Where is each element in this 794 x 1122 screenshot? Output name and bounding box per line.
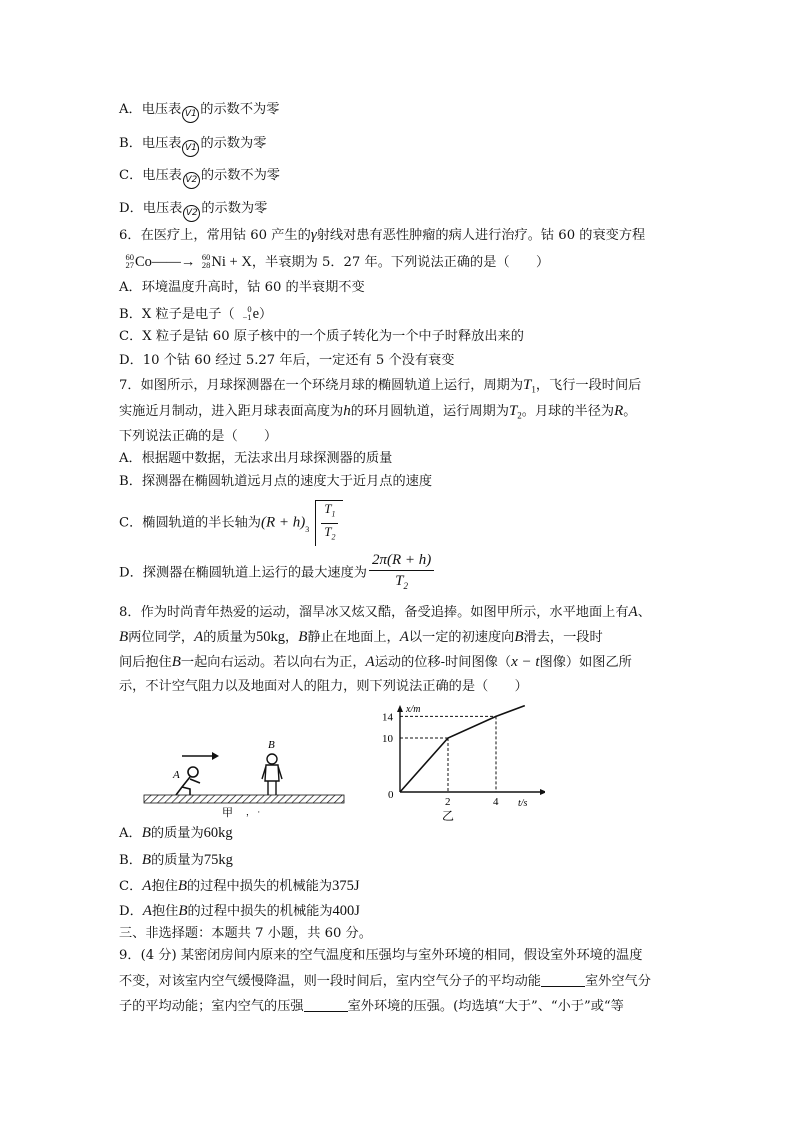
stem-text: 的质量为 <box>203 630 257 645</box>
y-axis-label: x/m <box>406 704 421 715</box>
stem-text: 间后抱住 <box>119 655 172 670</box>
option-value: 60kg <box>203 825 233 841</box>
q8-option-c[interactable] <box>119 876 359 897</box>
q8-stem-line3 <box>119 652 632 673</box>
b-symbol: B <box>178 903 188 919</box>
option-text: 的质量为 <box>151 853 204 868</box>
a-symbol: A <box>628 604 638 620</box>
stem-text: 滑去，一段时 <box>523 630 603 645</box>
stem-text: 两位同学， <box>128 630 195 645</box>
x-axis-arrow-icon <box>540 789 545 795</box>
stem-text: 室外环境的压强。(均选填“大于”、“小于”或“等 <box>347 999 624 1014</box>
q8-option-b[interactable] <box>119 850 233 871</box>
q7-option-c[interactable] <box>119 500 343 546</box>
q6-decay-equation <box>119 250 549 273</box>
stem-text: ，飞行一段时间后 <box>535 378 642 393</box>
y-axis-arrow-icon <box>397 705 403 712</box>
t2-squared: $T_2$ <box>324 523 336 542</box>
q7-stem-line1 <box>119 375 641 400</box>
q6-stem-line1 <box>119 225 645 246</box>
option-text: A．电压表 <box>119 102 182 117</box>
section-heading: 三、非选择题：本题共 7 小题，共 60 分。 <box>119 926 372 941</box>
q5-option-b[interactable] <box>119 134 266 157</box>
option-text: D．探测器在椭圆轨道上运行的最大速度为 <box>119 565 367 581</box>
q9-stem-line1: 9．(4 分) 某密闭房间内原来的空气温度和压强均与室外环境的相同，假设室外环境的温度 <box>119 948 643 963</box>
stem-text: 静止在地面上， <box>307 630 400 645</box>
stem-text: ， <box>285 630 299 645</box>
option-text: 的质量为 <box>150 826 204 841</box>
option-text: ） <box>259 307 273 322</box>
q5-option-d[interactable] <box>119 199 267 222</box>
option-text: B．电压表 <box>119 136 182 151</box>
arrow-icon: ——→ <box>151 254 196 270</box>
fraction-denominator: $T_2$ <box>395 573 409 591</box>
a-symbol: A <box>194 629 204 645</box>
q7-option-b[interactable]: B．探测器在椭圆轨道远月点的速度大于近月点的速度 <box>119 474 433 489</box>
tick-label-origin: 0 <box>388 789 394 801</box>
q5-option-c[interactable] <box>119 166 280 189</box>
stem-text: 。 <box>623 404 637 419</box>
b-symbol: B <box>119 629 129 645</box>
stem-text: 不变，对该室内空气缓慢降温，则一段时间后，室内空气分子的平均动能 <box>119 974 541 989</box>
stem-text: 7．如图所示，月球探测器在一个环绕月球的椭圆轨道上运行，周期为 <box>119 378 524 393</box>
a-symbol: A <box>142 903 152 919</box>
q6-option-b[interactable] <box>119 302 272 325</box>
tick-label-y: 14 <box>382 711 393 724</box>
tick-label-x: 4 <box>493 796 499 808</box>
option-value: 375J <box>332 878 360 894</box>
q7-option-a[interactable]: A．根据题中数据，无法求出月球探测器的质量 <box>119 451 393 466</box>
caption-jia: 甲 <box>222 807 233 819</box>
stem-text: 6．在医疗上，常用钴 60 产生的 <box>119 228 311 243</box>
t1-symbol: T <box>523 377 532 393</box>
h-symbol: h <box>343 403 351 419</box>
option-text: 的过程中损失的机械能为 <box>187 904 333 919</box>
option-text: C．电压表 <box>119 168 182 183</box>
stem-text: 图像）如图乙所 <box>539 655 632 670</box>
tick-label-y: 10 <box>382 733 393 745</box>
voltmeter-v2-icon: V2 <box>183 172 200 189</box>
q7-stem-line2 <box>119 401 636 426</box>
b-symbol: B <box>171 654 181 670</box>
option-text: 的示数为零 <box>201 201 268 216</box>
caption-marks: ， · <box>246 807 261 817</box>
b-symbol: B <box>177 878 187 894</box>
label-b: B <box>268 739 275 751</box>
voltmeter-v1-icon: V1 <box>182 140 199 157</box>
stem-text: 。月球的半径为 <box>521 404 615 419</box>
q7-option-d[interactable] <box>119 550 436 596</box>
q8-option-d[interactable] <box>119 901 360 922</box>
voltmeter-v1-icon: V1 <box>182 106 199 123</box>
stem-text: 一起向右运动。若以向右为正， <box>180 655 366 670</box>
caption-yi: 乙 <box>442 809 455 823</box>
stem-text: 射线对患有恶性肿瘤的病人进行治疗。钴 60 的衰变方程 <box>316 228 646 243</box>
label-a: A <box>173 769 180 781</box>
cobalt-nuclide: 60 27 <box>125 252 134 270</box>
q5-option-a[interactable] <box>119 100 279 123</box>
person-b-icon <box>262 754 282 795</box>
option-text: D． <box>119 904 143 919</box>
stem-text: 8．作为时尚青年热爱的运动，溜旱冰又炫又酷，备受追捧。如图甲所示，水平地面上有 <box>119 605 629 620</box>
q7-stem-line3: 下列说法正确的是（ ） <box>119 429 278 444</box>
ground-hatch <box>144 795 344 803</box>
stem-text: 的环月圆轨道，运行周期为 <box>350 404 509 419</box>
stem-text: 实施近月制动，进入距月球表面高度为 <box>119 404 344 419</box>
option-text: B． <box>119 853 142 868</box>
stem-text: 以一定的初速度向 <box>408 630 515 645</box>
nickel-nuclide: 60 28 <box>201 252 211 270</box>
stem-text: 室外空气分 <box>585 974 651 989</box>
x-axis-label: t/s <box>518 798 528 809</box>
option-text: 的示数为零 <box>200 136 267 151</box>
option-text: 抱住 <box>151 879 178 894</box>
q8-stem-line2 <box>119 627 603 648</box>
option-value: 400J <box>332 903 360 919</box>
q8-option-a[interactable] <box>119 823 233 844</box>
option-text: C．椭圆轨道的半长轴为 <box>119 515 261 531</box>
t2-symbol: T <box>508 403 518 419</box>
q6-option-c[interactable]: C．X 粒子是钴 60 原子核中的一个质子转化为一个中子时释放出来的 <box>119 329 524 344</box>
fraction-numerator: 2π(R + h) <box>369 550 434 571</box>
arrow-head-icon <box>212 752 219 760</box>
voltmeter-v2-icon: V2 <box>183 205 200 222</box>
electron-symbol: 0 −1 <box>242 304 252 322</box>
cube-root <box>305 500 343 546</box>
q6-option-d[interactable]: D．10 个钴 60 经过 5.27 年后，一定还有 5 个没有衰变 <box>119 353 455 368</box>
nickel-symbol: Ni + X <box>211 254 252 270</box>
option-text: C． <box>119 879 143 894</box>
answer-blank-2[interactable] <box>304 997 348 1012</box>
r-symbol: R <box>614 403 624 419</box>
q9-stem-line3 <box>119 997 624 1017</box>
figure-jia <box>140 735 350 820</box>
t2-subscript: 2 <box>517 410 522 421</box>
option-value: 75kg <box>203 852 233 868</box>
electron-letter: e <box>252 306 260 322</box>
b-symbol: B <box>514 629 524 645</box>
answer-blank-1[interactable] <box>541 972 585 987</box>
option-text: 抱住 <box>151 904 179 919</box>
r-plus-h-expr: (R + h) <box>260 514 306 531</box>
b-symbol: B <box>141 852 152 868</box>
q8-stem-line1 <box>119 602 651 623</box>
b-symbol: B <box>298 629 308 645</box>
root-index: 3 <box>305 525 310 534</box>
q6-option-a[interactable]: A．环境温度升高时，钴 60 的半衰期不变 <box>119 280 365 295</box>
figure-yi-chart <box>360 700 545 830</box>
option-text: 的示数不为零 <box>200 168 280 183</box>
mass-value: 50kg <box>256 629 286 645</box>
a-symbol: A <box>399 629 409 645</box>
option-text: 的过程中损失的机械能为 <box>187 879 333 894</box>
stem-text: 子的平均动能；室内空气的压强 <box>119 999 304 1014</box>
cobalt-symbol: Co <box>135 254 152 270</box>
a-symbol: A <box>142 878 152 894</box>
tick-label-x: 2 <box>445 796 451 808</box>
stem-text: ，半衰期为 5．27 年。下列说法正确的是（ ） <box>251 255 550 270</box>
option-text: B．X 粒子是电子（ <box>119 307 235 322</box>
stem-text: 、 <box>637 605 651 620</box>
q9-stem-line2 <box>119 972 651 992</box>
x-t-series-line <box>400 706 525 792</box>
a-symbol: A <box>365 654 375 670</box>
q8-stem-line4: 示，不计空气阻力以及地面对人的阻力，则下列说法正确的是（ ） <box>119 679 528 694</box>
xt-symbol: x − t <box>511 654 540 670</box>
stem-text: 运动的位移-时间图像（ <box>374 655 512 670</box>
gamma-symbol: γ <box>310 227 317 243</box>
t1-squared: $T_1$ <box>321 501 338 524</box>
option-text: 的示数不为零 <box>200 102 280 117</box>
option-text: A． <box>119 826 142 841</box>
b-symbol: B <box>141 825 151 841</box>
option-text: D．电压表 <box>119 201 183 216</box>
t1-subscript: 1 <box>531 384 536 395</box>
